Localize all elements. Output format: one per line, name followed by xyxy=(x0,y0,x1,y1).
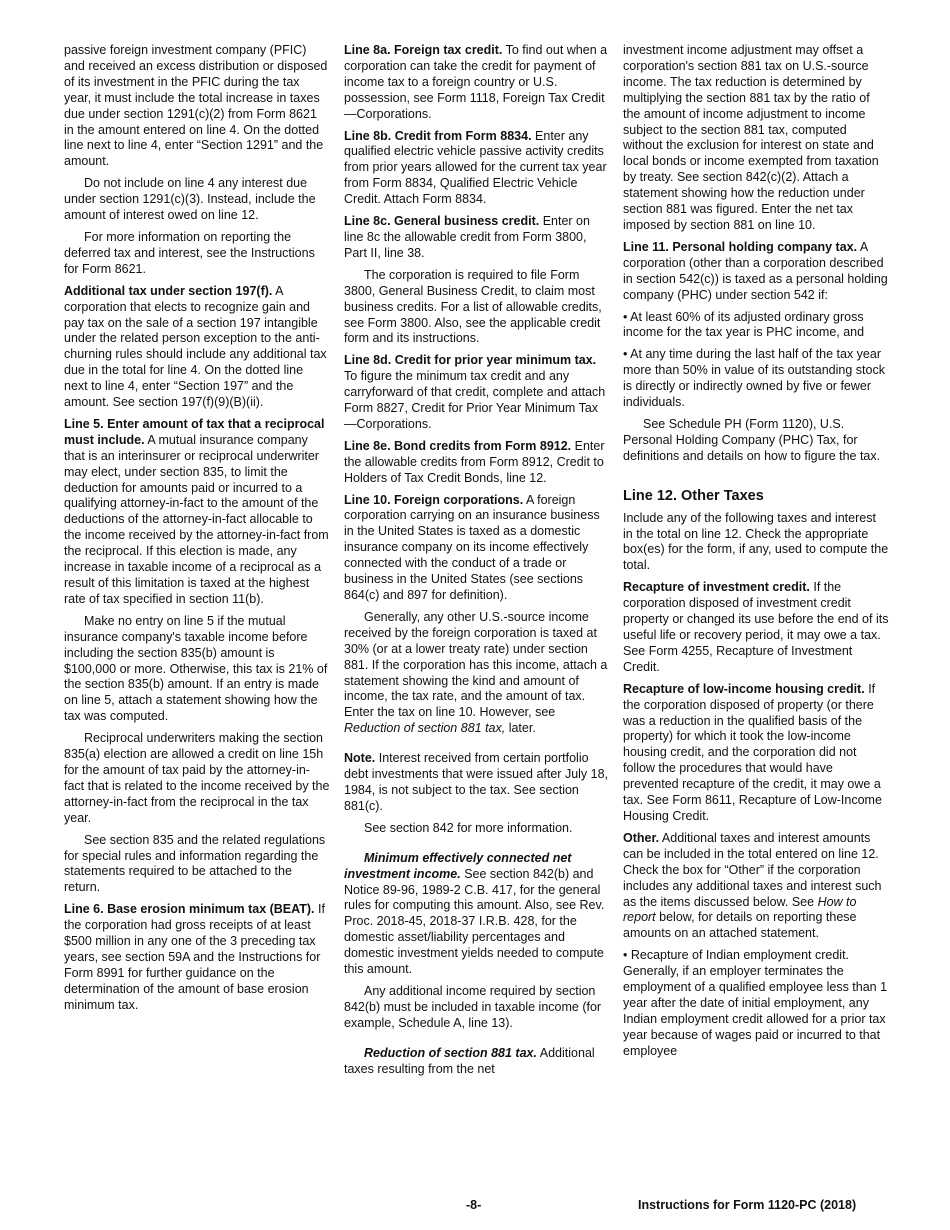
paragraph-heading: Line 11. Personal holding company tax. xyxy=(623,239,858,254)
paragraph-heading: Line 8c. General business credit. xyxy=(344,214,540,229)
page-number: -8- xyxy=(466,1198,482,1212)
column-right xyxy=(623,43,889,1066)
form-reference: Instructions for Form 1120-PC (2018) xyxy=(638,1198,857,1212)
paragraph: Reciprocal underwriters making the section 835(a) election are allowed a credit on line 15h for the amount of tax paid by the attorney-in-fact that is related to the income received by the attorney-in-fact from the reciprocal in the tax year. xyxy=(64,731,330,825)
paragraph xyxy=(344,214,610,262)
paragraph-text: below, for details on reporting these amounts on an attached statement. xyxy=(623,910,857,941)
paragraph: passive foreign investment company (PFIC) and received an excess distribution or disposed of its investment in the PFIC during the tax year, it must include the total increase in taxes due under section 1291(c)(2) from Form 8621 in the amount entered on line 4. On the dotted line next to line 4, enter “Section 1291” and the amount. xyxy=(64,43,328,169)
section-heading: Line 12. Other Taxes xyxy=(623,487,764,504)
paragraph: Any additional income required by section 842(b) must be included in taxable income (for example, Schedule A, line 13). xyxy=(344,983,602,1030)
cross-reference: Reduction of section 881 tax, xyxy=(344,721,506,736)
paragraph-text: Additional taxes and interest amounts can be included in the total entered on line 12. Check the box for “Other” if the corporation includes any additional taxes and interest such as the items discussed below. See xyxy=(623,830,882,909)
paragraph xyxy=(623,682,889,825)
paragraph-heading: Minimum effectively connected net investment income. xyxy=(344,850,572,881)
column-left xyxy=(64,43,330,1020)
paragraph-text: If the corporation disposed of investment credit property or changed its use before the end of its useful life or recovery period, it may owe a tax. See Form 4255, Recapture of Investment Credit. xyxy=(623,580,889,674)
paragraph-text: Enter on line 8c the allowable credit from Form 3800, Part II, line 38. xyxy=(344,214,590,260)
paragraph-heading: Recapture of low-income housing credit. xyxy=(623,681,865,696)
paragraph xyxy=(64,902,330,1013)
paragraph xyxy=(64,417,330,608)
paragraph: See section 842 for more information. xyxy=(364,820,573,835)
paragraph-heading: Line 8a. Foreign tax credit. xyxy=(344,43,503,57)
paragraph-text: If the corporation disposed of property (or there was a reduction in the qualified basis of the property) for which it took the low-income housing credit, and the corporation did not follow the procedures that would have prevented recapture of the credit, it may owe a tax. See Form 8611, Recapture of Low-Income Housing Credit. xyxy=(623,681,882,823)
paragraph-text: Additional taxes resulting from the net xyxy=(344,1045,595,1076)
paragraph-heading: Additional tax under section 197(f). xyxy=(64,283,273,298)
note xyxy=(344,751,610,815)
paragraph: See section 835 and the related regulations for special rules and information regarding the statements required to be attached to the return. xyxy=(64,832,326,895)
paragraph: investment income adjustment may offset a corporation's section 881 tax on U.S.-source income. The tax reduction is determined by multiplying the section 881 tax by the ratio of the amount of income adjustment to income subject to the section 881 tax, computed without the exclusion for interest on state and local bonds or income exempted from taxation by treaty. See section 842(c)(2). Attach a statement showing how the reduction under section 881 was figured. Enter the net tax imposed by section 881 on line 10. xyxy=(623,43,879,232)
paragraph-text: later. xyxy=(508,721,536,736)
paragraph xyxy=(344,353,610,433)
paragraph-text: Enter any qualified electric vehicle passive activity credits from prior years allowed for the current tax year from Form 8834, Qualified Electric Vehicle Credit. Attach Form 8834. xyxy=(344,128,607,207)
paragraph-text: Interest received from certain portfolio debt investments that were issued after July 18, 1984, is not subject to the tax. See section 881(c). xyxy=(344,751,609,813)
paragraph-heading: Line 8b. Credit from Form 8834. xyxy=(344,128,532,143)
paragraph-heading: Line 6. Base erosion minimum tax (BEAT). xyxy=(64,902,315,917)
paragraph-heading: Line 10. Foreign corporations. xyxy=(344,492,524,507)
paragraph-heading: Line 8e. Bond credits from Form 8912. xyxy=(344,438,572,453)
paragraph xyxy=(623,831,889,942)
paragraph-text: See section 842(b) and Notice 89-96, 1989-2 C.B. 417, for the general rules for computing this amount. Also, see Rev. Proc. 2018-45, 2018-37 I.R.B. 428, for the domestic asset/liability percentages and domestic investment yields needed to compute this amount. xyxy=(344,866,605,977)
paragraph: For more information on reporting the deferred tax and interest, see the Instructions for Form 8621. xyxy=(64,229,315,276)
paragraph xyxy=(64,284,330,411)
bullet-item: • Recapture of Indian employment credit. Generally, if an employer terminates the employment of a qualified employee less than 1 year after the date of initial employment, any Indian employment credit allowed for a prior tax year because of wages paid or incurred to that employee xyxy=(623,948,889,1059)
cross-reference: How to report xyxy=(623,894,857,925)
paragraph-heading: Other. xyxy=(623,830,660,845)
paragraph-heading: Reduction of section 881 tax. xyxy=(364,1045,537,1060)
paragraph xyxy=(344,851,610,978)
paragraph-heading: Recapture of investment credit. xyxy=(623,580,810,595)
paragraph-text: A foreign corporation carrying on an insurance business in the United States is taxed as a domestic insurance company on its income effectively connected with the conduct of a trade or business in the United States (see sections 864(c) and 897 for definition). xyxy=(344,492,600,602)
column-middle xyxy=(344,43,610,1083)
paragraph xyxy=(344,1046,610,1078)
paragraph: The corporation is required to file Form 3800, General Business Credit, to claim most business credits. For a list of allowable credits, see Form 3800. Also, see the applicable credit form and its instructions. xyxy=(344,267,602,346)
bullet-item: • At least 60% of its adjusted ordinary gross income for the tax year is PHC income, and xyxy=(623,310,889,342)
paragraph-heading: Line 5. Enter amount of tax that a reciprocal must include. xyxy=(64,416,325,447)
paragraph: Do not include on line 4 any interest due under section 1291(c)(3). Instead, include the amount of interest owed on line 12. xyxy=(64,176,316,223)
paragraph: See Schedule PH (Form 1120), U.S. Personal Holding Company (PHC) Tax, for definitions and details on how to figure the tax. xyxy=(623,416,881,463)
paragraph xyxy=(344,439,610,487)
paragraph xyxy=(344,493,610,604)
paragraph-text: A corporation (other than a corporation described in section 542(c)) is taxed as a personal holding company (PHC) under section 542 if: xyxy=(623,239,888,302)
paragraph-text: To figure the minimum tax credit and any carryforward of that credit, complete and attach Form 8827, Credit for Prior Year Minimum Tax—Corporations. xyxy=(344,369,606,431)
paragraph: Make no entry on line 5 if the mutual insurance company's taxable income before including the section 835(b) amount is $100,000 or more. Otherwise, this tax is 21% of the section 835(b) amount. If an entry is made on line 5, attach a statement showing how the tax was computed. xyxy=(64,613,328,724)
paragraph-text: A mutual insurance company that is an interinsurer or reciprocal underwriter may elect, under section 835, to limit the deduction for amounts paid or incurred to a qualifying attorney-in-fact to the amount of the deductions of the attorney-in-fact allocable to the income received by the attorney-in-fact from the reciprocal. If this election is made, any increase in taxable income of a reciprocal as a result of this limitation is taxed at the highest rate of tax specified in section 11(b). xyxy=(64,432,329,606)
paragraph-text: Generally, any other U.S.-source income received by the foreign corporation is taxed at 30% (or at a lower treaty rate) under section 881. If the corporation has this income, attach a statement showing the kind and amount of income, the tax rate, and the amount of tax. Enter the tax on line 10. However, see xyxy=(344,609,608,720)
paragraph xyxy=(344,129,610,209)
paragraph-text: If the corporation had gross receipts of at least $500 million in any one of the 3 preceding tax years, see section 59A and the Instructions for Form 8991 for further guidance on the determination of the amount of base erosion minimum tax. xyxy=(64,902,325,1012)
paragraph: Include any of the following taxes and interest in the total on line 12. Check the appropriate box(es) for the form, if any, used to compute the total. xyxy=(623,510,889,573)
paragraph-text: A corporation that elects to recognize gain and pay tax on the sale of a section 197 intangible under the related person exception to the anti-churning rules should include any additional tax due in the total for line 4. On the dotted line next to line 4, enter “Section 197” and the amount. See section 197(f)(9)(B)(ii). xyxy=(64,283,327,410)
paragraph xyxy=(344,43,610,123)
note-label: Note. xyxy=(344,751,376,766)
bullet-item: • At any time during the last half of the tax year more than 50% in value of its outstanding stock is directly or indirectly owned by five or fewer individuals. xyxy=(623,347,889,411)
paragraph xyxy=(623,580,889,675)
paragraph xyxy=(623,240,889,304)
paragraph-heading: Line 8d. Credit for prior year minimum tax. xyxy=(344,353,597,368)
paragraph xyxy=(344,610,610,737)
paragraph-text: Enter the allowable credits from Form 8912, Credit to Holders of Tax Credit Bonds, line 12. xyxy=(344,438,605,485)
paragraph-text: To find out when a corporation can take the credit for payment of income tax to a foreign country or U.S. possession, see Form 1118, Foreign Tax Credit—Corporations. xyxy=(344,43,608,121)
